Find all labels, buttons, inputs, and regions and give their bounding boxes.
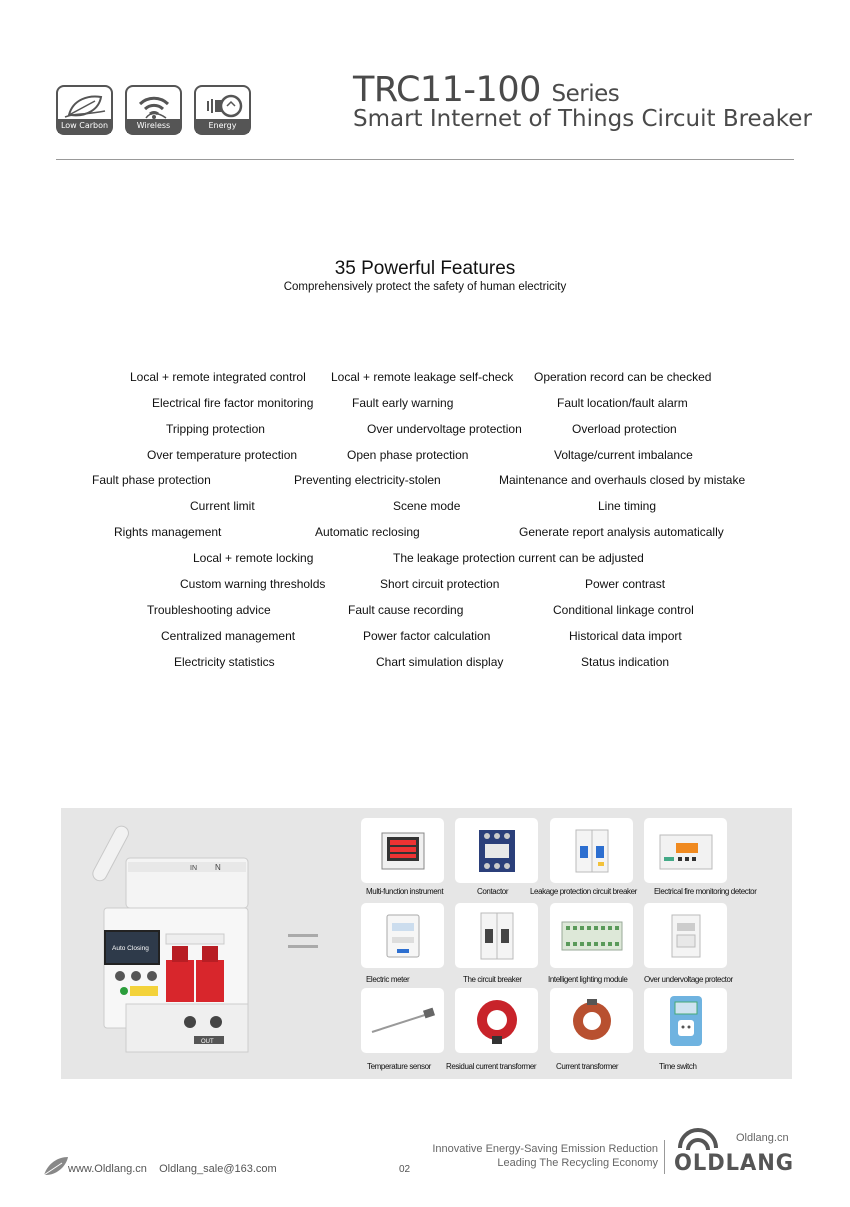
time-switch-image	[666, 994, 706, 1048]
circuit-breaker-image	[477, 909, 517, 963]
feature-item: Current limit	[190, 499, 255, 513]
product-tile	[644, 988, 727, 1053]
slogan-line-1: Innovative Energy-Saving Emission Reduction	[432, 1143, 658, 1155]
product-label: Current transformer	[556, 1062, 619, 1071]
feature-item: Chart simulation display	[376, 655, 504, 669]
feature-item: Electrical fire factor monitoring	[152, 396, 314, 410]
feature-item: Generate report analysis automatically	[519, 525, 724, 539]
feature-item: Fault location/fault alarm	[557, 396, 688, 410]
product-tile	[550, 818, 633, 883]
feature-item: Electricity statistics	[174, 655, 275, 669]
product-tile	[361, 903, 444, 968]
feature-item: Tripping protection	[166, 422, 265, 436]
feature-item: Local + remote locking	[193, 551, 314, 565]
wifi-icon	[136, 92, 172, 120]
product-label: Over undervoltage protector	[644, 975, 733, 984]
product-label: Time switch	[659, 1062, 697, 1071]
lighting-module-image	[560, 918, 624, 954]
product-tile	[361, 818, 444, 883]
feature-item: Power factor calculation	[363, 629, 491, 643]
product-subtitle: Smart Internet of Things Circuit Breaker	[353, 106, 812, 132]
product-tile	[550, 903, 633, 968]
temperature-sensor-image	[368, 1006, 438, 1036]
email-link[interactable]: Oldlang_sale@163.com	[159, 1163, 277, 1175]
page-number: 02	[399, 1164, 411, 1175]
product-label: Electrical fire monitoring detector	[654, 887, 757, 896]
low-carbon-badge	[56, 85, 113, 135]
feature-item: Overload protection	[572, 422, 677, 436]
product-label: Temperature sensor	[367, 1062, 431, 1071]
feature-item: Power contrast	[585, 577, 666, 591]
multifunction-instrument-image	[380, 831, 426, 871]
series-label: Series	[551, 81, 620, 107]
logo-domain: Oldlang.cn	[736, 1132, 789, 1144]
in-label: IN	[190, 865, 197, 872]
leaf-icon	[42, 1155, 70, 1177]
feature-item: Troubleshooting advice	[147, 603, 271, 617]
feature-item: Centralized management	[161, 629, 296, 643]
header-badges	[56, 85, 251, 144]
feature-item: Fault early warning	[352, 396, 454, 410]
feature-item: The leakage protection current can be adjusted	[393, 551, 644, 565]
header-divider	[56, 159, 794, 160]
footer-divider	[664, 1140, 665, 1174]
features-subtitle: Comprehensively protect the safety of human electricity	[283, 281, 567, 293]
low-carbon-label: Low Carbon	[58, 119, 111, 133]
product-label: Contactor	[477, 887, 509, 896]
fire-monitoring-detector-image	[658, 829, 714, 873]
feature-item: Custom warning thresholds	[180, 577, 326, 591]
out-label: OUT	[201, 1039, 214, 1045]
product-tile	[361, 988, 444, 1053]
product-tile	[644, 903, 727, 968]
leaf-icon	[65, 93, 105, 119]
footer-contact	[68, 1163, 277, 1175]
feature-item: Conditional linkage control	[553, 603, 694, 617]
wireless-label: Wireless	[127, 119, 180, 133]
wireless-badge	[125, 85, 182, 135]
product-tile	[550, 988, 633, 1053]
feature-item: Fault cause recording	[348, 603, 464, 617]
product-label: Residual current transformer	[446, 1062, 537, 1071]
product-label: Multi-function instrument	[366, 887, 444, 896]
website-link[interactable]: www.Oldlang.cn	[68, 1163, 147, 1175]
slogan-line-2: Leading The Recycling Economy	[497, 1157, 658, 1169]
feature-item: Fault phase protection	[92, 473, 211, 487]
feature-item: Open phase protection	[347, 448, 469, 462]
feature-item: Operation record can be checked	[534, 370, 712, 384]
product-tile	[644, 818, 727, 883]
lightbulb-icon	[203, 92, 243, 120]
feature-item: Local + remote integrated control	[130, 370, 306, 384]
feature-item: Maintenance and overhauls closed by mistake	[499, 473, 746, 487]
feature-item: Status indication	[581, 655, 670, 669]
smart-breaker-image	[98, 826, 258, 1056]
model-name: TRC11-100	[353, 70, 541, 110]
electric-meter-image	[383, 911, 423, 961]
feature-item: Rights management	[114, 525, 222, 539]
screen-text: Auto Closing	[112, 945, 149, 952]
feature-item: Over undervoltage protection	[367, 422, 522, 436]
feature-item: Local + remote leakage self-check	[331, 370, 514, 384]
voltage-protector-image	[666, 911, 706, 961]
feature-item: Historical data import	[569, 629, 682, 643]
energy-saving-label: Energy Saving	[196, 119, 249, 133]
feature-item: Line timing	[598, 499, 657, 513]
product-label: Leakage protection circuit breaker	[530, 887, 637, 896]
residual-current-transformer-image	[470, 996, 524, 1046]
feature-item: Short circuit protection	[380, 577, 500, 591]
product-tile	[455, 818, 538, 883]
product-label: Intelligent lighting module	[548, 975, 628, 984]
feature-item: Scene mode	[393, 499, 461, 513]
energy-saving-badge	[194, 85, 251, 144]
equals-sign	[288, 934, 318, 956]
product-label: The circuit breaker	[463, 975, 522, 984]
feature-item: Voltage/current imbalance	[554, 448, 693, 462]
n-label: N	[215, 863, 221, 872]
feature-item: Over temperature protection	[147, 448, 298, 462]
product-tile	[455, 988, 538, 1053]
logo-wordmark: OLDLANG	[674, 1151, 794, 1176]
feature-item: Preventing electricity-stolen	[294, 473, 441, 487]
feature-item: Automatic reclosing	[315, 525, 420, 539]
features-title: 35 Powerful Features	[334, 258, 516, 279]
contactor-image	[475, 826, 519, 876]
leakage-breaker-image	[572, 826, 612, 876]
oldlang-logo	[672, 1126, 797, 1176]
product-title	[353, 70, 619, 110]
product-tile	[455, 903, 538, 968]
product-label: Electric meter	[366, 975, 410, 984]
current-transformer-image	[567, 997, 617, 1045]
